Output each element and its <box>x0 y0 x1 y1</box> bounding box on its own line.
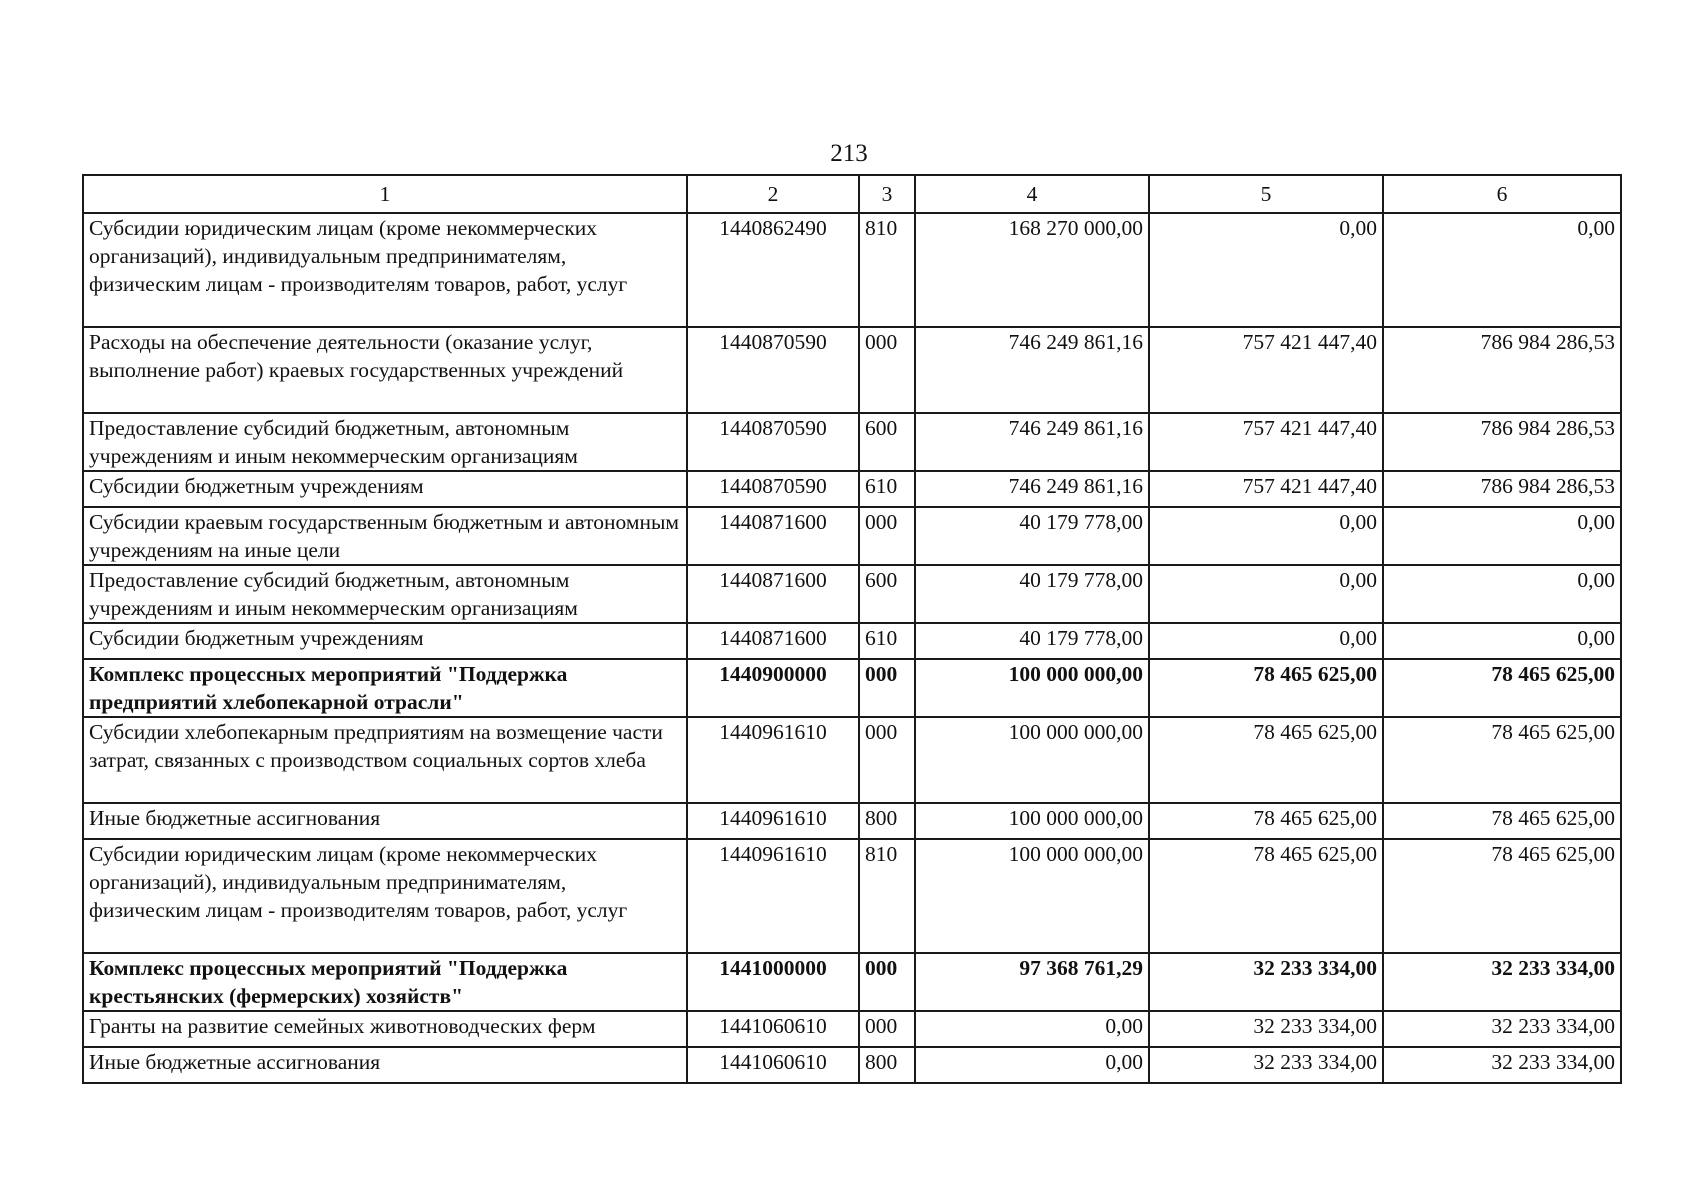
row-name: Субсидии юридическим лицам (кроме некоммерческих организаций), индивидуальным предпринимателям, физическим лицам - производителям товаров, работ, услуг <box>83 213 687 327</box>
amount-col-6: 0,00 <box>1383 623 1621 659</box>
amount-col-5: 757 421 447,40 <box>1149 327 1383 413</box>
expense-type-code: 600 <box>859 413 915 471</box>
row-name: Субсидии хлебопекарным предприятиям на возмещение части затрат, связанных с производством социальных сортов хлеба <box>83 717 687 803</box>
table-row <box>83 623 1621 659</box>
table-row <box>83 471 1621 507</box>
row-name: Комплекс процессных мероприятий "Поддержка предприятий хлебопекарной отрасли" <box>83 659 687 717</box>
table-row <box>83 717 1621 803</box>
amount-col-4: 100 000 000,00 <box>915 659 1149 717</box>
amount-col-6: 0,00 <box>1383 213 1621 327</box>
amount-col-4: 100 000 000,00 <box>915 803 1149 839</box>
target-article-code: 1440870590 <box>687 327 859 413</box>
table-row <box>83 1047 1621 1083</box>
amount-col-5: 757 421 447,40 <box>1149 413 1383 471</box>
budget-table <box>82 174 1622 1084</box>
amount-col-6: 78 465 625,00 <box>1383 717 1621 803</box>
target-article-code: 1440870590 <box>687 471 859 507</box>
amount-col-6: 786 984 286,53 <box>1383 413 1621 471</box>
amount-col-4: 100 000 000,00 <box>915 717 1149 803</box>
amount-col-5: 32 233 334,00 <box>1149 1011 1383 1047</box>
row-name: Предоставление субсидий бюджетным, автономным учреждениям и иным некоммерческим организациям <box>83 413 687 471</box>
expense-type-code: 000 <box>859 1011 915 1047</box>
expense-type-code: 600 <box>859 565 915 623</box>
header-row <box>83 175 1621 213</box>
row-name: Субсидии краевым государственным бюджетным и автономным учреждениям на иные цели <box>83 507 687 565</box>
row-name: Субсидии юридическим лицам (кроме некоммерческих организаций), индивидуальным предпринимателям, физическим лицам - производителям товаров, работ, услуг <box>83 839 687 953</box>
column-header-6: 6 <box>1383 175 1621 213</box>
amount-col-4: 746 249 861,16 <box>915 413 1149 471</box>
row-name: Иные бюджетные ассигнования <box>83 1047 687 1083</box>
table-row <box>83 213 1621 327</box>
table-row <box>83 327 1621 413</box>
table-row <box>83 839 1621 953</box>
amount-col-6: 786 984 286,53 <box>1383 471 1621 507</box>
amount-col-4: 168 270 000,00 <box>915 213 1149 327</box>
amount-col-5: 32 233 334,00 <box>1149 953 1383 1011</box>
column-header-2: 2 <box>687 175 859 213</box>
expense-type-code: 000 <box>859 507 915 565</box>
amount-col-6: 78 465 625,00 <box>1383 839 1621 953</box>
expense-type-code: 000 <box>859 953 915 1011</box>
target-article-code: 1440961610 <box>687 717 859 803</box>
column-header-3: 3 <box>859 175 915 213</box>
table-row <box>83 803 1621 839</box>
expense-type-code: 000 <box>859 659 915 717</box>
row-name: Предоставление субсидий бюджетным, автономным учреждениям и иным некоммерческим организациям <box>83 565 687 623</box>
table-body <box>83 213 1621 1083</box>
amount-col-6: 786 984 286,53 <box>1383 327 1621 413</box>
amount-col-6: 0,00 <box>1383 565 1621 623</box>
expense-type-code: 800 <box>859 803 915 839</box>
table-row <box>83 413 1621 471</box>
amount-col-6: 32 233 334,00 <box>1383 1047 1621 1083</box>
amount-col-4: 100 000 000,00 <box>915 839 1149 953</box>
amount-col-4: 40 179 778,00 <box>915 507 1149 565</box>
amount-col-5: 78 465 625,00 <box>1149 717 1383 803</box>
column-header-4: 4 <box>915 175 1149 213</box>
column-header-1: 1 <box>83 175 687 213</box>
amount-col-5: 0,00 <box>1149 623 1383 659</box>
expense-type-code: 800 <box>859 1047 915 1083</box>
row-name: Субсидии бюджетным учреждениям <box>83 471 687 507</box>
amount-col-6: 0,00 <box>1383 507 1621 565</box>
row-name: Расходы на обеспечение деятельности (оказание услуг, выполнение работ) краевых государственных учреждений <box>83 327 687 413</box>
amount-col-4: 0,00 <box>915 1047 1149 1083</box>
amount-col-5: 0,00 <box>1149 565 1383 623</box>
amount-col-6: 32 233 334,00 <box>1383 1011 1621 1047</box>
target-article-code: 1440871600 <box>687 507 859 565</box>
row-name: Комплекс процессных мероприятий "Поддержка крестьянских (фермерских) хозяйств" <box>83 953 687 1011</box>
amount-col-5: 78 465 625,00 <box>1149 659 1383 717</box>
amount-col-4: 746 249 861,16 <box>915 327 1149 413</box>
amount-col-5: 32 233 334,00 <box>1149 1047 1383 1083</box>
row-name: Субсидии бюджетным учреждениям <box>83 623 687 659</box>
amount-col-4: 0,00 <box>915 1011 1149 1047</box>
target-article-code: 1440862490 <box>687 213 859 327</box>
page-number: 213 <box>830 140 868 167</box>
target-article-code: 1440900000 <box>687 659 859 717</box>
amount-col-4: 40 179 778,00 <box>915 565 1149 623</box>
expense-type-code: 810 <box>859 213 915 327</box>
amount-col-5: 78 465 625,00 <box>1149 803 1383 839</box>
amount-col-6: 32 233 334,00 <box>1383 953 1621 1011</box>
amount-col-4: 746 249 861,16 <box>915 471 1149 507</box>
expense-type-code: 610 <box>859 623 915 659</box>
amount-col-4: 40 179 778,00 <box>915 623 1149 659</box>
amount-col-5: 0,00 <box>1149 507 1383 565</box>
column-header-5: 5 <box>1149 175 1383 213</box>
target-article-code: 1440871600 <box>687 565 859 623</box>
table-row <box>83 1011 1621 1047</box>
row-name: Гранты на развитие семейных животноводческих ферм <box>83 1011 687 1047</box>
expense-type-code: 810 <box>859 839 915 953</box>
amount-col-5: 78 465 625,00 <box>1149 839 1383 953</box>
amount-col-6: 78 465 625,00 <box>1383 803 1621 839</box>
expense-type-code: 000 <box>859 717 915 803</box>
row-name: Иные бюджетные ассигнования <box>83 803 687 839</box>
target-article-code: 1441060610 <box>687 1047 859 1083</box>
target-article-code: 1440871600 <box>687 623 859 659</box>
target-article-code: 1441000000 <box>687 953 859 1011</box>
expense-type-code: 610 <box>859 471 915 507</box>
target-article-code: 1440961610 <box>687 839 859 953</box>
table-row <box>83 565 1621 623</box>
table-row <box>83 507 1621 565</box>
target-article-code: 1441060610 <box>687 1011 859 1047</box>
table-row <box>83 953 1621 1011</box>
amount-col-6: 78 465 625,00 <box>1383 659 1621 717</box>
table-row <box>83 659 1621 717</box>
amount-col-5: 757 421 447,40 <box>1149 471 1383 507</box>
target-article-code: 1440961610 <box>687 803 859 839</box>
expense-type-code: 000 <box>859 327 915 413</box>
target-article-code: 1440870590 <box>687 413 859 471</box>
amount-col-5: 0,00 <box>1149 213 1383 327</box>
amount-col-4: 97 368 761,29 <box>915 953 1149 1011</box>
